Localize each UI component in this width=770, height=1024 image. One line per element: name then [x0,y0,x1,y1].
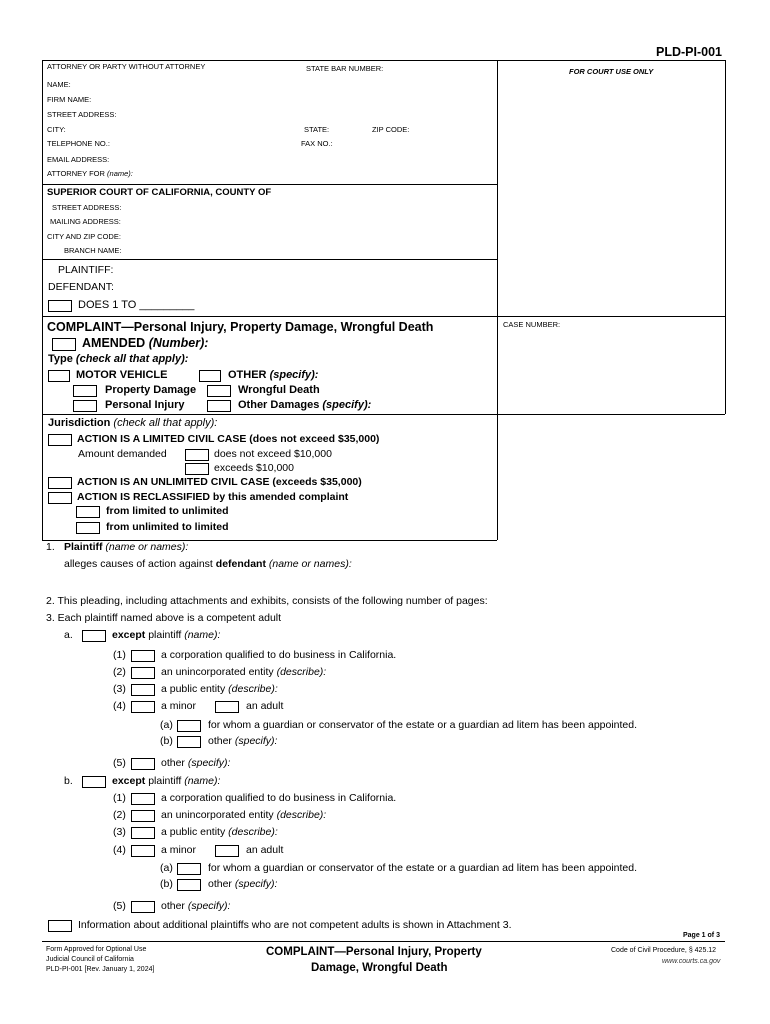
item-3b-3-label: a public entity (describe): [161,826,278,838]
item-3b-4-adult: an adult [246,844,284,856]
item-1-plaintiff: Plaintiff (name or names): [64,541,189,553]
exceeds-checkbox[interactable] [185,463,209,475]
item-3a-2-checkbox[interactable] [131,667,155,679]
item-3b-5-label: other (specify): [161,900,231,912]
footer-approved: Form Approved for Optional Use [46,946,147,953]
divider-court [42,184,497,185]
item-1-alleges: alleges causes of action against defendant (name or names): [64,558,352,570]
item-3b-3-checkbox[interactable] [131,827,155,839]
item-3a-5-checkbox[interactable] [131,758,155,770]
unlimited-to-limited-label: from unlimited to limited [106,521,229,533]
item-3a-checkbox[interactable] [82,630,106,642]
item-3a-4b-number: (b) [160,735,173,747]
limited-to-unlimited-label: from limited to unlimited [106,505,229,517]
other-type-checkbox[interactable] [199,370,221,382]
exceeds-label: exceeds $10,000 [214,462,294,474]
divider-jurisdiction [42,414,497,415]
property-damage-label: Property Damage [105,384,197,396]
item-3b-1-label: a corporation qualified to do business in California. [161,792,397,804]
state-bar-label: STATE BAR NUMBER: [306,64,384,73]
right-border [725,60,726,414]
unlimited-case-label: ACTION IS AN UNLIMITED CIVIL CASE (exceeds $35,000) [77,476,362,488]
item-3a-4-checkbox[interactable] [131,701,155,713]
item-3a-4b-checkbox[interactable] [177,736,201,748]
page-number: Page 1 of 3 [683,932,720,939]
complaint-title: COMPLAINT—Personal Injury, Property Damage, Wrongful Death [47,320,434,334]
amended-checkbox[interactable] [52,338,76,351]
item-3b-except: except plaintiff (name): [112,775,221,787]
form-id: PLD-PI-001 [656,45,722,59]
footer-code: Code of Civil Procedure, § 425.12 [611,947,717,954]
item-3b-4-number: (4) [113,844,126,856]
defendant-label: DEFENDANT: [48,281,114,293]
item-1-number: 1. [46,541,55,553]
other-damages-checkbox[interactable] [207,400,231,412]
divider-parties [42,259,497,260]
court-title: SUPERIOR COURT OF CALIFORNIA, COUNTY OF [47,187,272,198]
item-3b-4b-label: other (specify): [208,878,278,890]
item-3a-5-number: (5) [113,757,126,769]
item-3a-4-minor: a minor [161,700,197,712]
personal-injury-label: Personal Injury [105,399,185,411]
item-3b-4a-label: for whom a guardian or conservator of the estate or a guardian ad litem has been appointed. [208,862,638,874]
footer-site[interactable]: www.courts.ca.gov [662,958,721,965]
other-damages-label: Other Damages (specify): [238,399,372,411]
court-street-label: STREET ADDRESS: [52,203,122,212]
item-3a-3-checkbox[interactable] [131,684,155,696]
wrongful-death-label: Wrongful Death [238,384,320,396]
court-mailing-label: MAILING ADDRESS: [50,217,121,226]
amount-demanded-label: Amount demanded [78,448,167,460]
court-city-zip-label: CITY AND ZIP CODE: [47,232,121,241]
divider-complaint [42,316,725,317]
item-3a-1-number: (1) [113,649,126,661]
item-3b-5-number: (5) [113,900,126,912]
item-3b-4-checkbox[interactable] [131,845,155,857]
city-label: CITY: [47,125,66,134]
item-3a-3-number: (3) [113,683,126,695]
item-3b-4b-checkbox[interactable] [177,879,201,891]
item-3b-4a-number: (a) [160,862,173,874]
attachment-3-checkbox[interactable] [48,920,72,932]
item-2: 2. This pleading, including attachments and exhibits, consists of the following number of pages: [46,595,488,607]
does-checkbox[interactable] [48,300,72,312]
court-use-label: FOR COURT USE ONLY [569,67,654,76]
item-3b-4-adult-checkbox[interactable] [215,845,239,857]
top-border [42,60,725,61]
property-damage-checkbox[interactable] [73,385,97,397]
case-number-label: CASE NUMBER: [503,320,561,329]
unlimited-to-limited-checkbox[interactable] [76,522,100,534]
item-3a-4-adult-checkbox[interactable] [215,701,239,713]
court-branch-label: BRANCH NAME: [64,246,122,255]
not-exceed-checkbox[interactable] [185,449,209,461]
attorney-label: ATTORNEY OR PARTY WITHOUT ATTORNEY [47,62,206,71]
reclassified-checkbox[interactable] [48,492,72,504]
unlimited-case-checkbox[interactable] [48,477,72,489]
item-3b-4a-checkbox[interactable] [177,863,201,875]
item-3a-3-label: a public entity (describe): [161,683,278,695]
telephone-label: TELEPHONE NO.: [47,139,110,148]
personal-injury-checkbox[interactable] [73,400,97,412]
street-label: STREET ADDRESS: [47,110,117,119]
item-3b-4b-number: (b) [160,878,173,890]
item-3: 3. Each plaintiff named above is a competent adult [46,612,282,624]
item-3b-5-checkbox[interactable] [131,901,155,913]
attorney-for-label: ATTORNEY FOR (name): [47,169,133,178]
item-3a-1-label: a corporation qualified to do business in California. [161,649,397,661]
item-3b-1-checkbox[interactable] [131,793,155,805]
item-3a-4-number: (4) [113,700,126,712]
other-type-label: OTHER (specify): [228,369,319,381]
item-3a-1-checkbox[interactable] [131,650,155,662]
item-3a-4a-checkbox[interactable] [177,720,201,732]
fax-label: FAX NO.: [301,139,333,148]
item-3a-4a-label: for whom a guardian or conservator of the estate or a guardian ad litem has been appointed. [208,719,638,731]
left-border [42,60,43,540]
footer-rule [42,941,725,942]
plaintiff-label: PLAINTIFF: [58,264,114,276]
type-label: Type (check all that apply): [48,353,189,365]
firm-label: FIRM NAME: [47,95,92,104]
wrongful-death-checkbox[interactable] [207,385,231,397]
attachment-3-label: Information about additional plaintiffs who are not competent adults is shown in Attachment 3. [78,919,512,931]
item-3b-checkbox[interactable] [82,776,106,788]
item-3b-1-number: (1) [113,792,126,804]
item-3b-2-checkbox[interactable] [131,810,155,822]
item-3a-2-label: an unincorporated entity (describe): [161,666,327,678]
name-label: NAME: [47,80,71,89]
item-3a-label: a. [64,629,73,641]
item-3a-except: except plaintiff (name): [112,629,221,641]
does-label: DOES 1 TO _________ [78,299,195,311]
limited-to-unlimited-checkbox[interactable] [76,506,100,518]
item-3b-label: b. [64,775,73,787]
state-label: STATE: [304,125,330,134]
item-3a-4a-number: (a) [160,719,173,731]
reclassified-label: ACTION IS RECLASSIFIED by this amended complaint [77,491,349,503]
limited-case-checkbox[interactable] [48,434,72,446]
limited-case-label: ACTION IS A LIMITED CIVIL CASE (does not exceed $35,000) [77,433,380,445]
item-3a-4b-label: other (specify): [208,735,278,747]
item-3b-2-number: (2) [113,809,126,821]
footer-title-1: COMPLAINT—Personal Injury, Property [266,946,482,958]
item-3a-4-adult: an adult [246,700,284,712]
motor-vehicle-label: MOTOR VEHICLE [76,369,168,381]
mid-border [497,60,498,540]
divider-case [497,414,725,415]
jurisdiction-label: Jurisdiction (check all that apply): [48,417,218,429]
amended-label: AMENDED (Number): [82,336,209,350]
footer-council: Judicial Council of California [46,956,134,963]
email-label: EMAIL ADDRESS: [47,155,110,164]
item-3a-2-number: (2) [113,666,126,678]
footer-title-2: Damage, Wrongful Death [311,962,448,974]
not-exceed-label: does not exceed $10,000 [214,448,332,460]
item-3a-5-label: other (specify): [161,757,231,769]
zip-label: ZIP CODE: [372,125,410,134]
item-3b-2-label: an unincorporated entity (describe): [161,809,327,821]
motor-vehicle-checkbox[interactable] [48,370,70,382]
footer-rev: PLD-PI-001 [Rev. January 1, 2024] [46,966,155,973]
item-3b-3-number: (3) [113,826,126,838]
item-3b-4-minor: a minor [161,844,197,856]
